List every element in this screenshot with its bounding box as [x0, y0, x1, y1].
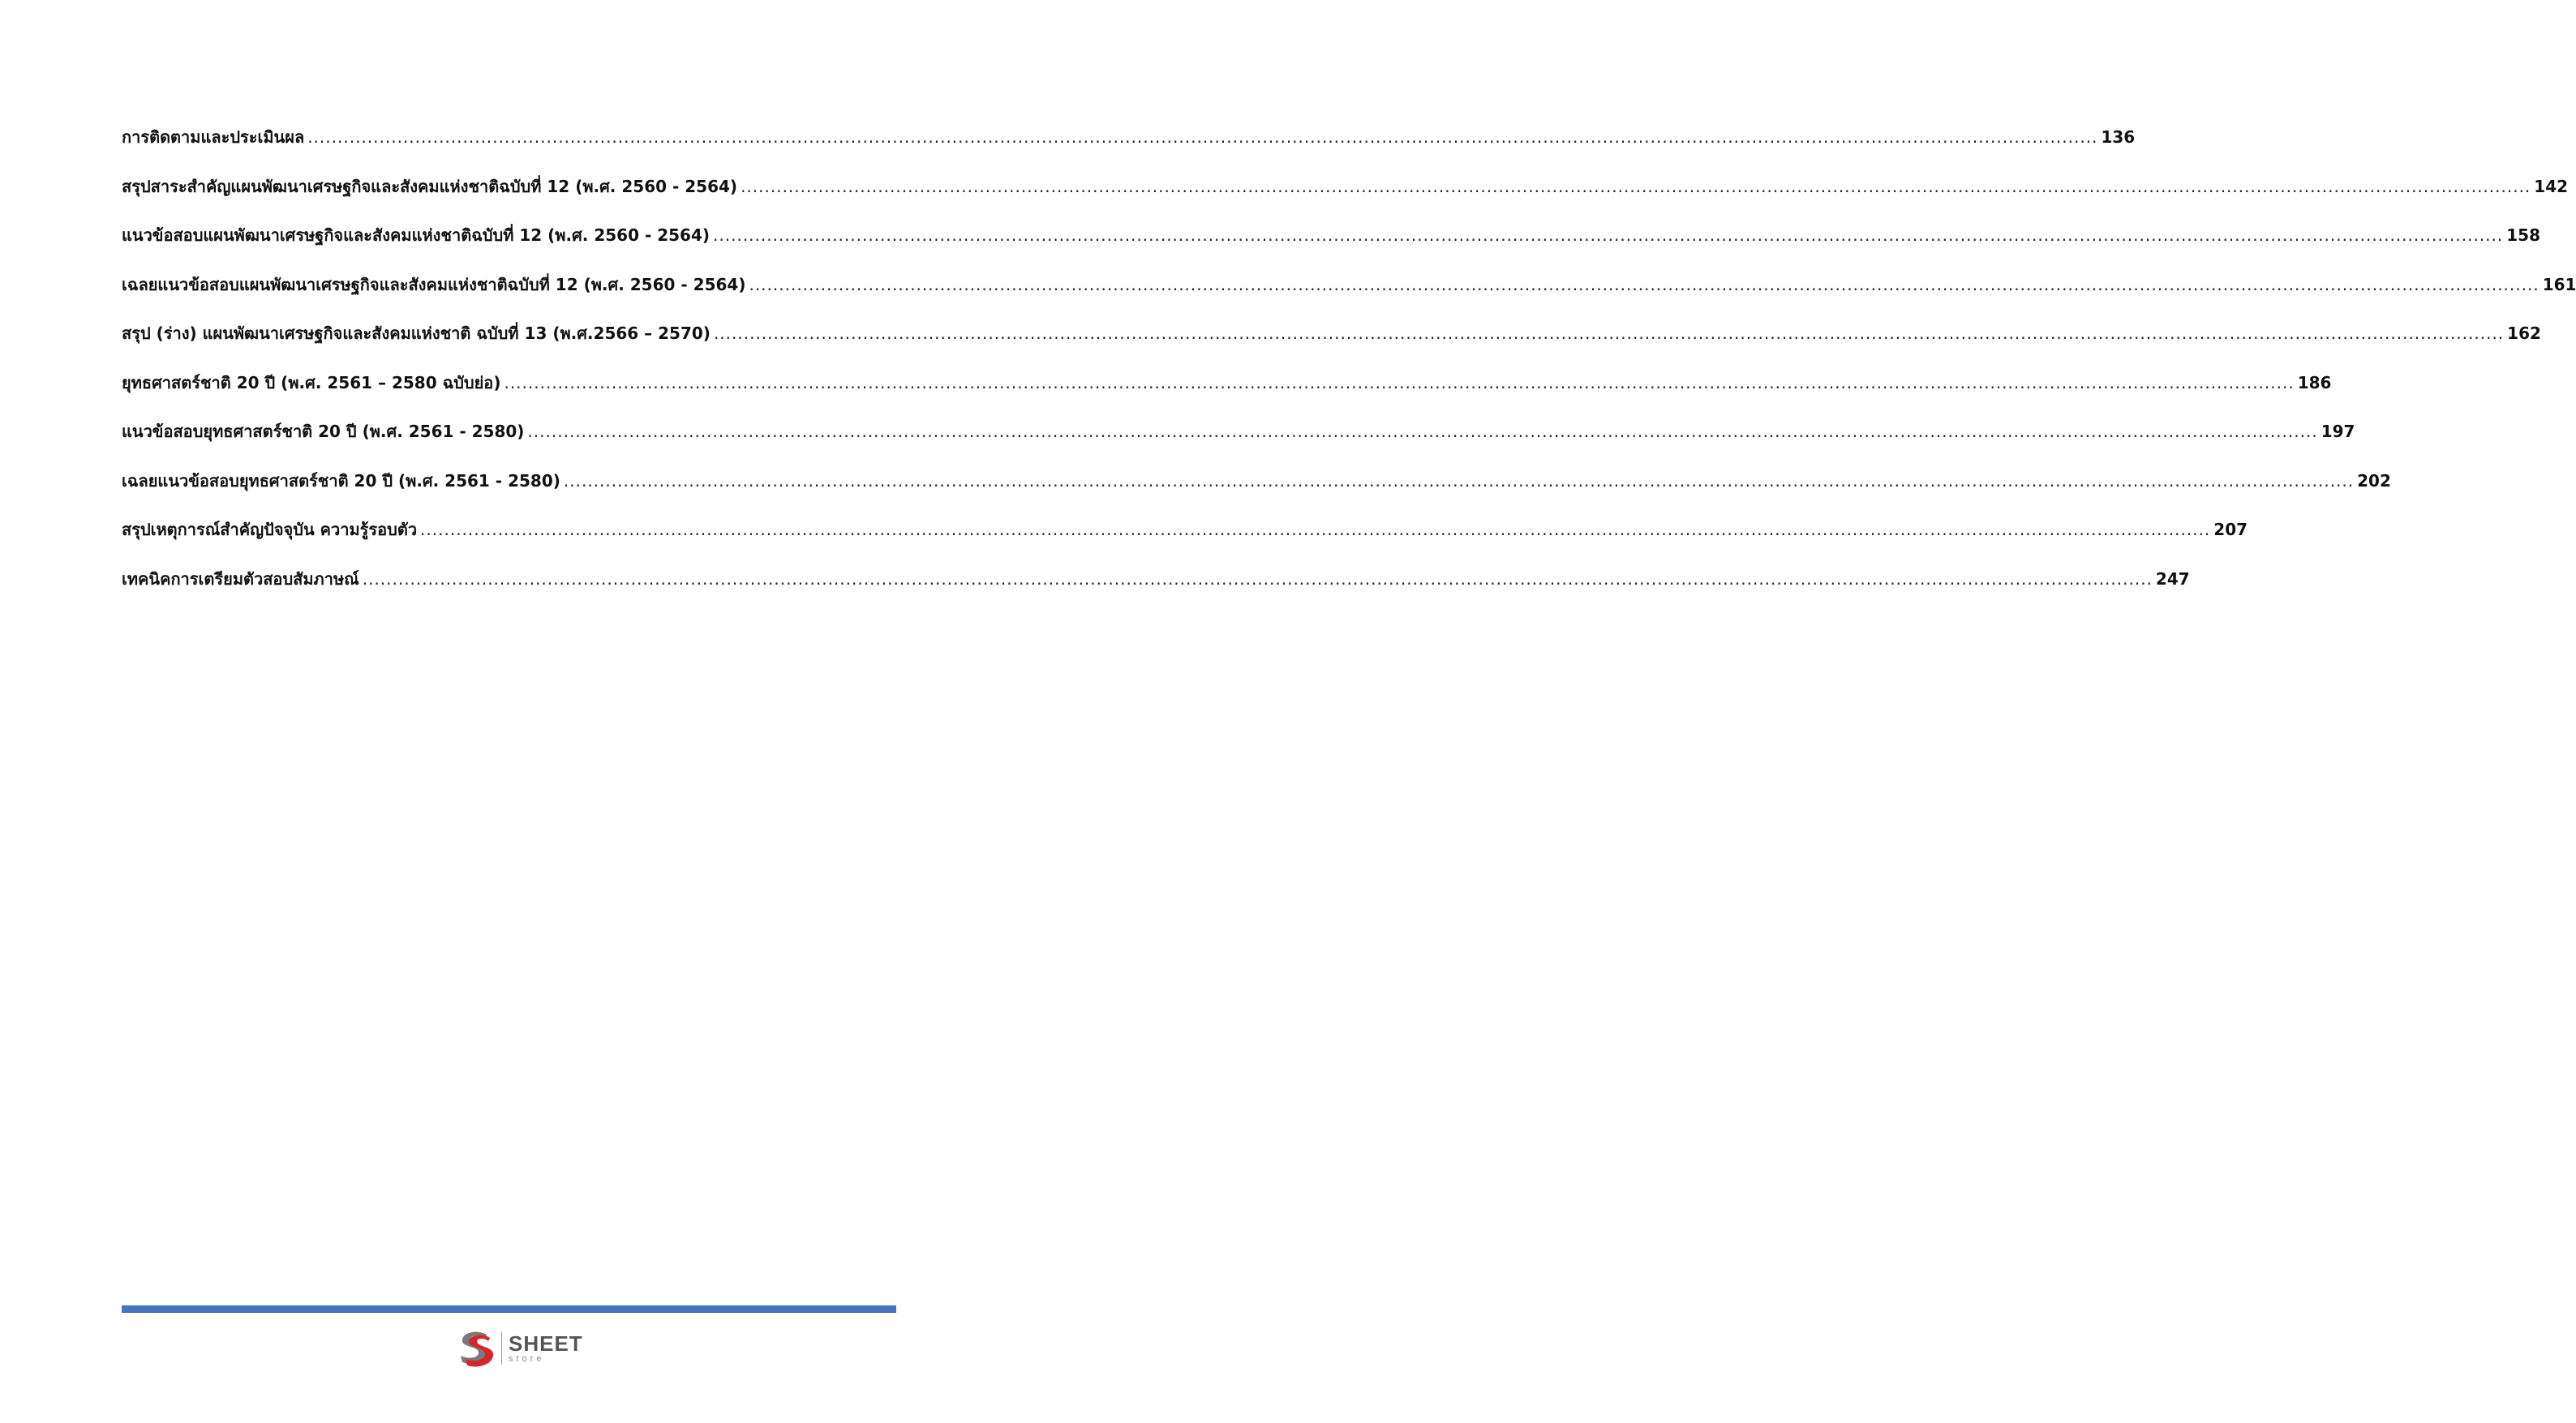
toc-entry-page: 162 [2507, 324, 2541, 343]
toc-entry-page: 186 [2297, 372, 2332, 392]
toc-entry-title: ยุทธศาสตร์ชาติ 20 ปี (พ.ศ. 2561 – 2580 ฉบับย่อ) [122, 372, 501, 392]
toc-leader-dots: ............................................................................................................................................................................................................................................................................................................ [504, 372, 2295, 392]
toc-entry-page: 207 [2213, 520, 2248, 539]
toc-leader-dots: ............................................................................................................................................................................................................................................................................................................ [420, 520, 2211, 539]
toc-entry-title: สรุป (ร่าง) แผนพัฒนาเศรษฐกิจและสังคมแห่งชาติ ฉบับที่ 13 (พ.ศ.2566 – 2570) [122, 324, 711, 343]
toc-entry-page: 247 [2155, 568, 2190, 589]
toc-leader-dots: ............................................................................................................................................................................................................................................................................................................ [713, 225, 2504, 245]
toc-entry-page: 202 [2357, 470, 2391, 491]
toc-entry[interactable] [122, 566, 2190, 615]
footer-rule [122, 1305, 896, 1313]
sheet-store-s-icon [454, 1328, 496, 1369]
toc-entry-title: เฉลยแนวข้อสอบแผนพัฒนาเศรษฐกิจและสังคมแห่งชาติฉบับที่ 12 (พ.ศ. 2560 - 2564) [122, 274, 746, 294]
toc-leader-dots: ............................................................................................................................................................................................................................................................................................................ [362, 568, 2153, 589]
toc-leader-dots: ............................................................................................................................................................................................................................................................................................................ [741, 176, 2531, 196]
toc-entry-title: แนวข้อสอบยุทธศาสตร์ชาติ 20 ปี (พ.ศ. 2561 - 2580) [122, 422, 525, 441]
toc-entry[interactable] [122, 222, 2541, 272]
toc-entry-page: 161 [2542, 274, 2576, 294]
toc-entry-page: 158 [2506, 225, 2541, 245]
toc-leader-dots: ............................................................................................................................................................................................................................................................................................................ [307, 127, 2098, 147]
logo-wordmark [509, 1333, 583, 1364]
toc-entry-title: สรุปเหตุการณ์สำคัญปัจจุบัน ความรู้รอบตัว [122, 520, 418, 539]
toc-leader-dots: ............................................................................................................................................................................................................................................................................................................ [527, 422, 2318, 441]
toc-entry-page: 136 [2101, 127, 2136, 147]
toc-entry-title: การติดตามและประเมินผล [122, 127, 305, 147]
toc-entry[interactable] [122, 418, 2355, 468]
toc-entry[interactable] [122, 468, 2391, 517]
logo-divider [501, 1332, 502, 1365]
toc-entry[interactable] [122, 320, 2541, 370]
toc-entry-title: เทคนิคการเตรียมตัวสอบสัมภาษณ์ [122, 568, 359, 589]
toc-entry[interactable] [122, 174, 2569, 223]
toc-entry-page: 142 [2534, 176, 2569, 196]
toc-entry[interactable] [122, 272, 2576, 321]
toc-entry-page: 197 [2321, 422, 2355, 441]
toc-leader-dots: ............................................................................................................................................................................................................................................................................................................ [563, 470, 2355, 491]
logo-subword: store [509, 1354, 545, 1364]
toc-entry[interactable] [122, 124, 2136, 174]
toc-leader-dots: ............................................................................................................................................................................................................................................................................................................ [713, 324, 2505, 343]
logo-word: SHEET [509, 1331, 583, 1356]
toc-leader-dots: ............................................................................................................................................................................................................................................................................................................ [749, 274, 2540, 294]
toc-entry-title: แนวข้อสอบแผนพัฒนาเศรษฐกิจและสังคมแห่งชาติฉบับที่ 12 (พ.ศ. 2560 - 2564) [122, 225, 711, 245]
toc-entry-title: สรุปสาระสำคัญแผนพัฒนาเศรษฐกิจและสังคมแห่งชาติฉบับที่ 12 (พ.ศ. 2560 - 2564) [122, 176, 738, 196]
toc-entry-title: เฉลยแนวข้อสอบยุทธศาสตร์ชาติ 20 ปี (พ.ศ. 2561 - 2580) [122, 470, 560, 491]
toc-entry[interactable] [122, 516, 2248, 566]
table-of-contents [122, 124, 2576, 615]
toc-entry[interactable] [122, 370, 2332, 419]
sheet-store-logo [454, 1328, 583, 1369]
